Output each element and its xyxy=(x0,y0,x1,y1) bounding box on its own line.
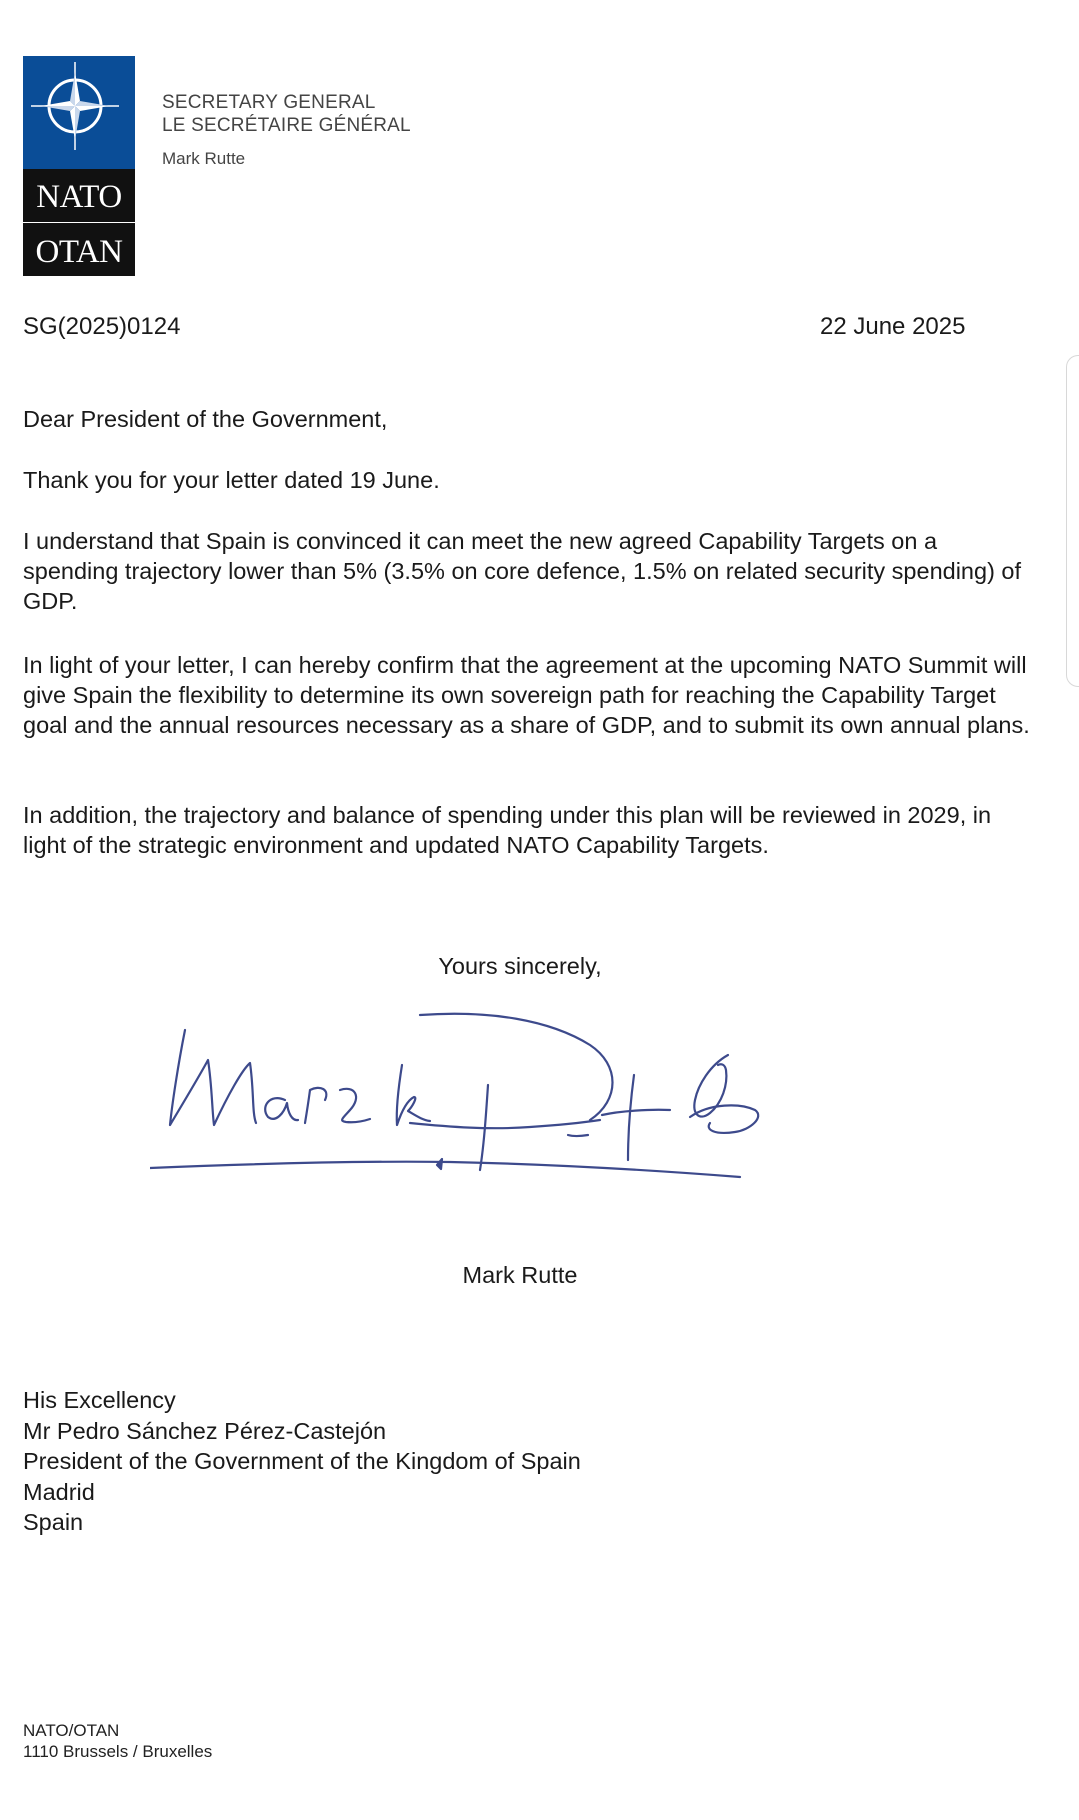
compass-rose-icon xyxy=(23,56,135,169)
letter-date: 22 June 2025 xyxy=(820,313,966,340)
salutation: Dear President of the Government, xyxy=(23,406,388,432)
nato-logo xyxy=(23,56,135,276)
footer-line: 1110 Brussels / Bruxelles xyxy=(23,1742,213,1761)
reference-number: SG(2025)0124 xyxy=(23,313,181,340)
scrollbar-handle[interactable] xyxy=(1066,355,1079,687)
address-line: Mr Pedro Sánchez Pérez-Castejón xyxy=(23,1417,387,1444)
logo-otan-text: OTAN xyxy=(35,234,123,270)
nato-logo-blue-panel xyxy=(23,56,135,169)
handwritten-signature xyxy=(150,1005,900,1205)
paragraph: Thank you for your letter dated 19 June. xyxy=(23,467,440,493)
footer-line: NATO/OTAN xyxy=(23,1721,120,1740)
title-english: SECRETARY GENERAL xyxy=(162,92,376,113)
letterhead-name: Mark Rutte xyxy=(162,149,246,168)
closing: Yours sincerely, xyxy=(438,953,602,979)
address-line: Spain xyxy=(23,1509,84,1535)
logo-divider xyxy=(23,222,135,223)
address-line: Madrid xyxy=(23,1478,95,1505)
paragraph: I understand that Spain is convinced it can meet the new agreed Capability Targets on a spending trajectory lower than 5% (3.5% on core defence, 1.5% on related security spending) of GDP. xyxy=(23,528,1022,614)
footer-address xyxy=(23,1720,212,1762)
recipient-address xyxy=(23,1385,581,1538)
paragraph: In light of your letter, I can hereby confirm that the agreement at the upcoming NATO Summit will give Spain the flexibility to determine its own sovereign path for reaching the Capability Target goal and the annual resources necessary as a share of GDP, and to submit its own annual plans. xyxy=(23,652,1030,738)
paragraph: In addition, the trajectory and balance of spending under this plan will be reviewed in 2029, in light of the strategic environment and updated NATO Capability Targets. xyxy=(23,802,992,858)
logo-nato-text: NATO xyxy=(36,179,122,215)
address-line: President of the Government of the Kingdom of Spain xyxy=(23,1448,581,1474)
title-french: LE SECRÉTAIRE GÉNÉRAL xyxy=(162,115,411,136)
signer-name: Mark Rutte xyxy=(462,1262,578,1288)
address-line: His Excellency xyxy=(23,1387,176,1413)
